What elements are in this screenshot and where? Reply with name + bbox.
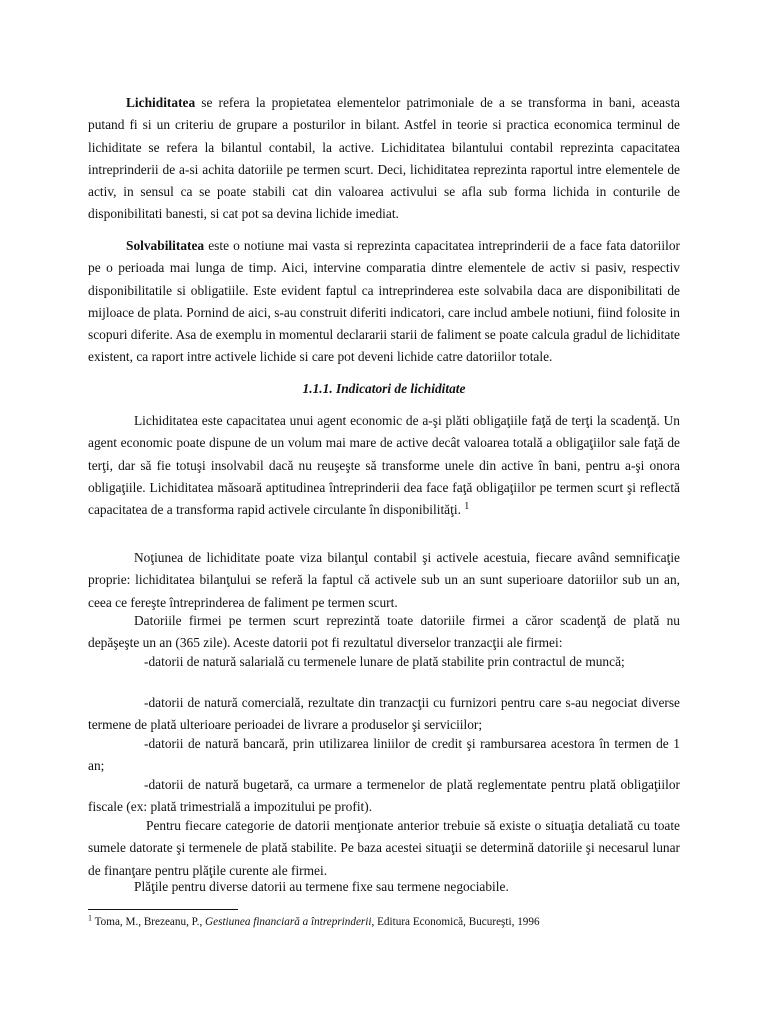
paragraph-lichiditatea: [88, 92, 680, 226]
paragraph-solvabilitatea-text: este o notiune mai vasta si reprezinta capacitatea intreprinderii de a face fata datoriilor pe o perioada mai lunga de timp. Aici, intervine comparatia dintre elementele de activ si pasiv, respectiv disponibilitatile si obligatiile. Este evident faptul ca intreprinderea este solvabila daca are disponibilitati de mijloace de plata. Pornind de aici, s-au construit diferiti indicatori, care includ ambele notiuni, fiind folosite in scopuri diferite. Asa de exemplu in momentul declararii starii de faliment se poate calcula gradul de lichiditate existent, ca raport intre activele lichide si care pot deveni lichide catre datoriilor totale.: [88, 238, 680, 365]
footnote-rest: , Editura Economică, Bucureşti, 1996: [371, 916, 540, 928]
footnote-title: Gestiunea financiară a întreprinderii: [205, 916, 372, 928]
paragraph-platile: Plăţile pentru diverse datorii au termene fixe sau termene negociabile.: [134, 879, 509, 894]
paragraph-pentru: Pentru fiecare categorie de datorii menţionate anterior trebuie să existe o situaţia detaliată cu toate sumele datorate şi termenele de plată stabilite. Pe baza acestei situaţii se determină datoriile şi necesarul lunar de finanţare pentru plăţile curente ale firmei.: [88, 818, 680, 878]
paragraph-datoriile: Datoriile firmei pe termen scurt reprezintă toate datoriile firmei a căror scadenţă de plată nu depăşeşte un an (365 zile). Aceste datorii pot fi rezultatul diverselor tranzacţii ale firmei:: [88, 613, 680, 651]
footnote-authors: Toma, M., Brezeanu, P.,: [92, 916, 206, 928]
footnote: [88, 914, 688, 930]
section-heading: 1.1.1. Indicatori de lichiditate: [302, 381, 466, 396]
term-lichiditatea: Lichiditatea: [126, 95, 196, 110]
footnote-separator: [88, 909, 238, 910]
list-item-bugetara: -datorii de natură bugetară, ca urmare a termenelor de plată reglementate pentru plată obligaţiilor fiscale (ex: plată trimestrială a impozitului pe profit).: [88, 777, 680, 815]
list-item-comerciala: -datorii de natură comercială, rezultate din tranzacţii cu furnizori pentru care s-au negociat diverse termene de plată ulterioare perioadei de livrare a produselor şi serviciilor;: [88, 695, 680, 733]
paragraph-lichiditatea-text: se refera la propietatea elementelor patrimoniale de a se transforma in bani, aceasta putand fi si un criteriu de grupare a posturilor in bilant. Astfel in teorie si practica economica terminul de lichiditate se refera la bilantul contabil, la active. Lichiditatea bilantului contabil reprezinta capacitatea intreprinderii de a-si achita datoriile pe termen scurt. Deci, lichiditatea reprezinta raportul intre elementele de activ, in sensul ca se poate stabili cat din valoarea activului se afla sub forma lichida in conturile de disponibilitati banesti, si cat pot sa devina lichide imediat.: [88, 95, 680, 222]
paragraph-definition: [88, 410, 680, 521]
list-item-bancara: -datorii de natură bancară, prin utilizarea liniilor de credit şi rambursarea acestora în termen de 1 an;: [88, 736, 680, 774]
paragraph-solvabilitatea: [88, 235, 680, 369]
paragraph-notiunea: Noţiunea de lichiditate poate viza bilanţul contabil şi activele acestuia, fiecare având semnificaţie proprie: lichiditatea bilanţului se referă la faptul că activele sub un an sunt superioare datoriilor sub un an, ceea ce fereşte întreprinderea de faliment pe termen scurt.: [88, 550, 680, 610]
term-solvabilitatea: Solvabilitatea: [126, 238, 205, 253]
footnote-marker: 1: [88, 913, 92, 923]
paragraph-definition-text: Lichiditatea este capacitatea unui agent economic de a-şi plăti obligaţiile faţă de terţi la scadenţă. Un agent economic poate dispune de un volum mai mare de active decât valoarea totală a obligaţiilor sale faţă de terţi, dar să fie totuşi insolvabil dacă nu reuşeşte să transforme unele din active în bani, pentru a-şi onora obligaţiile. Lichiditatea măsoară aptitudinea întreprinderii dea face faţă obligaţiilor pe termen scurt şi reflectă capacitatea de a transforma rapid activele circulante în disponibilităţi.: [88, 413, 680, 518]
list-item-salariala: -datorii de natură salarială cu termenele lunare de plată stabilite prin contractul de muncă;: [144, 654, 625, 669]
footnote-reference[interactable]: 1: [464, 501, 470, 513]
